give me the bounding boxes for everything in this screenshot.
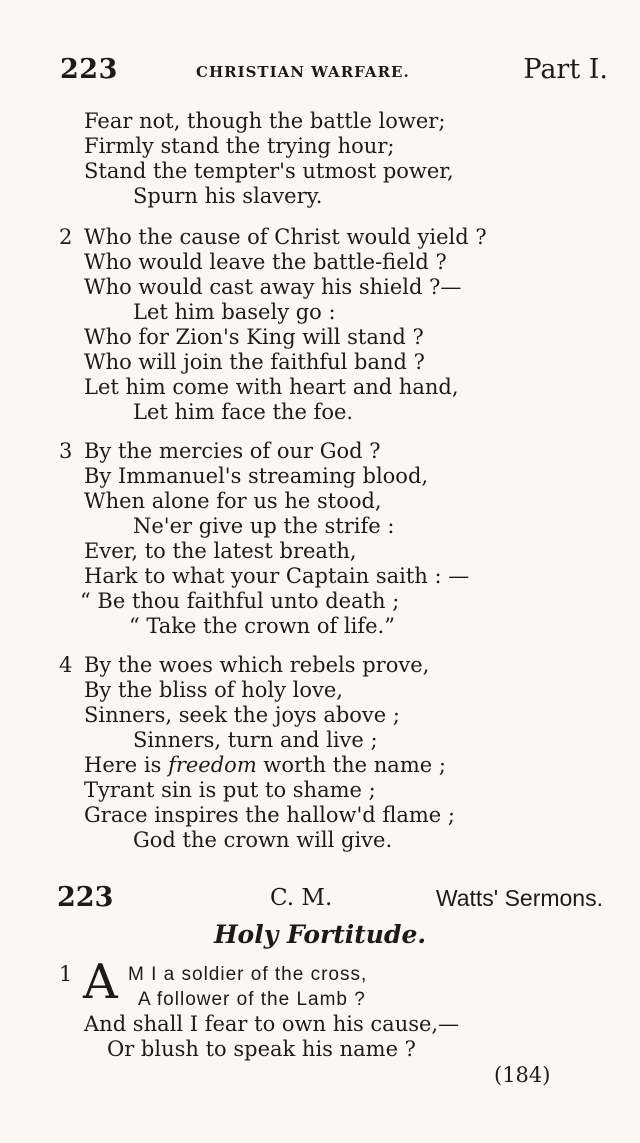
hymn-heading	[57, 882, 603, 916]
stanza-line: A follower of the Lamb ?	[138, 989, 366, 1010]
hymn-title: Holy Fortitude.	[213, 920, 427, 949]
hymn-author: Watts' Sermons.	[435, 885, 603, 911]
stanza-line: Who the cause of Christ would yield ?	[84, 225, 487, 249]
stanza-line: Who would leave the battle-field ?	[84, 250, 447, 274]
stanza-line: Who will join the faithful band ?	[84, 350, 425, 374]
stanza-line: By the mercies of our God ?	[84, 439, 381, 463]
stanza-line: Tyrant sin is put to shame ;	[84, 778, 376, 802]
stanza-line: Ever, to the latest breath,	[84, 539, 357, 563]
stanza-line: Stand the tempter's utmost power,	[84, 159, 454, 183]
header-part-label: Part I.	[523, 54, 608, 85]
header-section-title: CHRISTIAN WARFARE.	[196, 63, 410, 81]
stanza-line: Ne'er give up the strife :	[133, 514, 395, 538]
stanza-line: Or blush to speak his name ?	[107, 1037, 416, 1061]
stanza-line: And shall I fear to own his cause,—	[84, 1012, 460, 1036]
stanza-line: Firmly stand the trying hour;	[84, 134, 395, 158]
stanza-line: Hark to what your Captain saith : —	[84, 564, 470, 588]
line-text: worth the name ;	[256, 753, 446, 777]
stanza-line: Sinners, turn and live ;	[133, 728, 378, 752]
verse-number: 1	[59, 962, 73, 986]
stanza-line: Fear not, though the battle lower;	[84, 109, 446, 133]
stanza-line: By the bliss of holy love,	[84, 678, 343, 702]
stanza-line: Let him come with heart and hand,	[84, 375, 459, 399]
stanza-line: By the woes which rebels prove,	[84, 653, 430, 677]
hymn-number: 223	[57, 882, 114, 913]
verse-number: 3	[59, 439, 73, 463]
stanza-line	[84, 753, 446, 778]
stanza-line: When alone for us he stood,	[84, 489, 382, 513]
header-hymn-number: 223	[60, 54, 118, 85]
stanza-line: Spurn his slavery.	[133, 184, 323, 208]
drop-cap: A	[83, 954, 118, 1010]
stanza-line: Grace inspires the hallow'd flame ;	[84, 803, 455, 827]
page-header	[60, 54, 608, 90]
emphasis-text: freedom	[168, 753, 257, 777]
stanza-line: M I a soldier of the cross,	[128, 964, 368, 985]
page-number: (184)	[494, 1063, 551, 1087]
line-text: Here is	[84, 753, 169, 777]
stanza-line: By Immanuel's streaming blood,	[84, 464, 429, 488]
stanza-line: “ Take the crown of life.”	[129, 614, 395, 638]
verse-number: 2	[59, 225, 73, 249]
stanza-line: Let him face the foe.	[133, 400, 354, 424]
verse-number: 4	[59, 653, 73, 677]
stanza-line: Who would cast away his shield ?—	[84, 275, 462, 299]
stanza-line: Who for Zion's King will stand ?	[84, 325, 424, 349]
stanza-line: “ Be thou faithful unto death ;	[80, 589, 400, 613]
stanza-line: God the crown will give.	[133, 828, 393, 852]
stanza-line: Let him basely go :	[133, 300, 336, 324]
hymn-meter: C. M.	[270, 885, 333, 911]
stanza-line: Sinners, seek the joys above ;	[84, 703, 400, 727]
